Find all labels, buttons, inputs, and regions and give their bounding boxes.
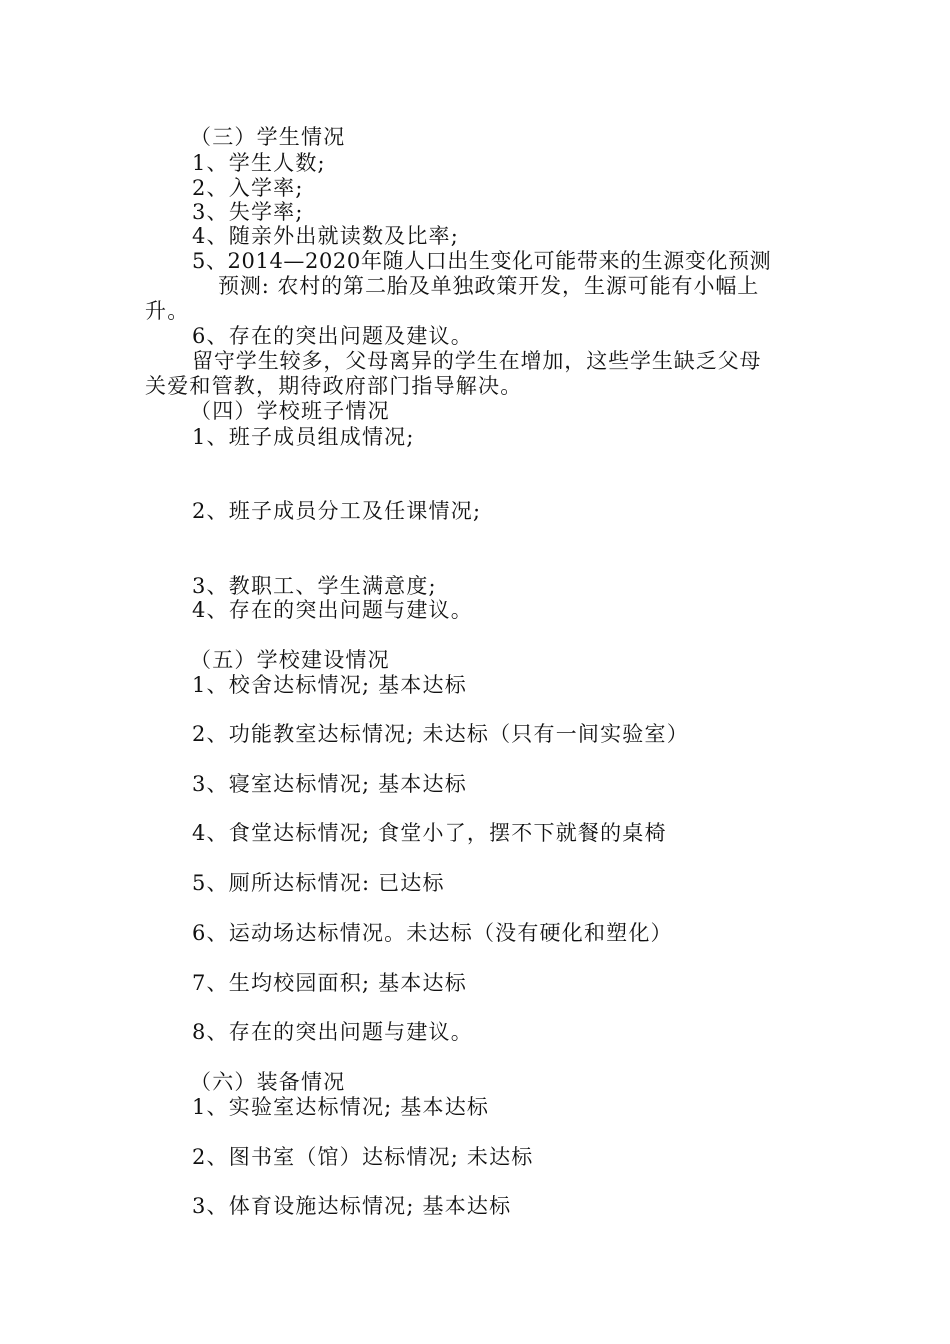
section-heading-construction: （五）学校建设情况 [190, 648, 390, 672]
paragraph-line: 关爱和管教，期待政府部门指导解决。 [145, 374, 523, 398]
list-item: 1、班子成员组成情况; [192, 425, 415, 449]
list-item: 4、随亲外出就读数及比率; [192, 224, 460, 248]
list-item: 5、2014—2020年随人口出生变化可能带来的生源变化预测 [192, 249, 772, 273]
list-item: 2、图书室（馆）达标情况; 未达标 [192, 1145, 534, 1169]
list-item: 5、厕所达标情况: 已达标 [192, 871, 445, 895]
section-heading-leadership: （四）学校班子情况 [190, 399, 390, 423]
prediction-line: 预测: 农村的第二胎及单独政策开发，生源可能有小幅上 [218, 274, 760, 298]
list-item: 2、功能教室达标情况; 未达标（只有一间实验室） [192, 722, 689, 746]
list-item: 6、存在的突出问题及建议。 [192, 324, 473, 348]
prediction-line-continued: 升。 [145, 299, 190, 323]
list-item: 7、生均校园面积; 基本达标 [192, 971, 467, 995]
list-item: 4、食堂达标情况; 食堂小了，摆不下就餐的桌椅 [192, 821, 667, 845]
section-heading-equipment: （六）装备情况 [190, 1070, 346, 1094]
list-item: 6、运动场达标情况。未达标（没有硬化和塑化） [192, 921, 673, 945]
list-item: 1、校舍达标情况; 基本达标 [192, 673, 467, 697]
list-item: 1、学生人数; [192, 151, 326, 175]
list-item: 2、班子成员分工及任课情况; [192, 499, 482, 523]
list-item: 8、存在的突出问题与建议。 [192, 1020, 473, 1044]
section-heading-students: （三）学生情况 [190, 125, 346, 149]
paragraph-line: 留守学生较多，父母离异的学生在增加，这些学生缺乏父母 [192, 349, 762, 373]
list-item: 3、体育设施达标情况; 基本达标 [192, 1194, 512, 1218]
list-item: 3、寝室达标情况; 基本达标 [192, 772, 467, 796]
list-item: 2、入学率; [192, 176, 304, 200]
list-item: 3、教职工、学生满意度; [192, 574, 437, 598]
list-item: 3、失学率; [192, 200, 304, 224]
list-item: 4、存在的突出问题与建议。 [192, 598, 473, 622]
list-item: 1、实验室达标情况; 基本达标 [192, 1095, 490, 1119]
